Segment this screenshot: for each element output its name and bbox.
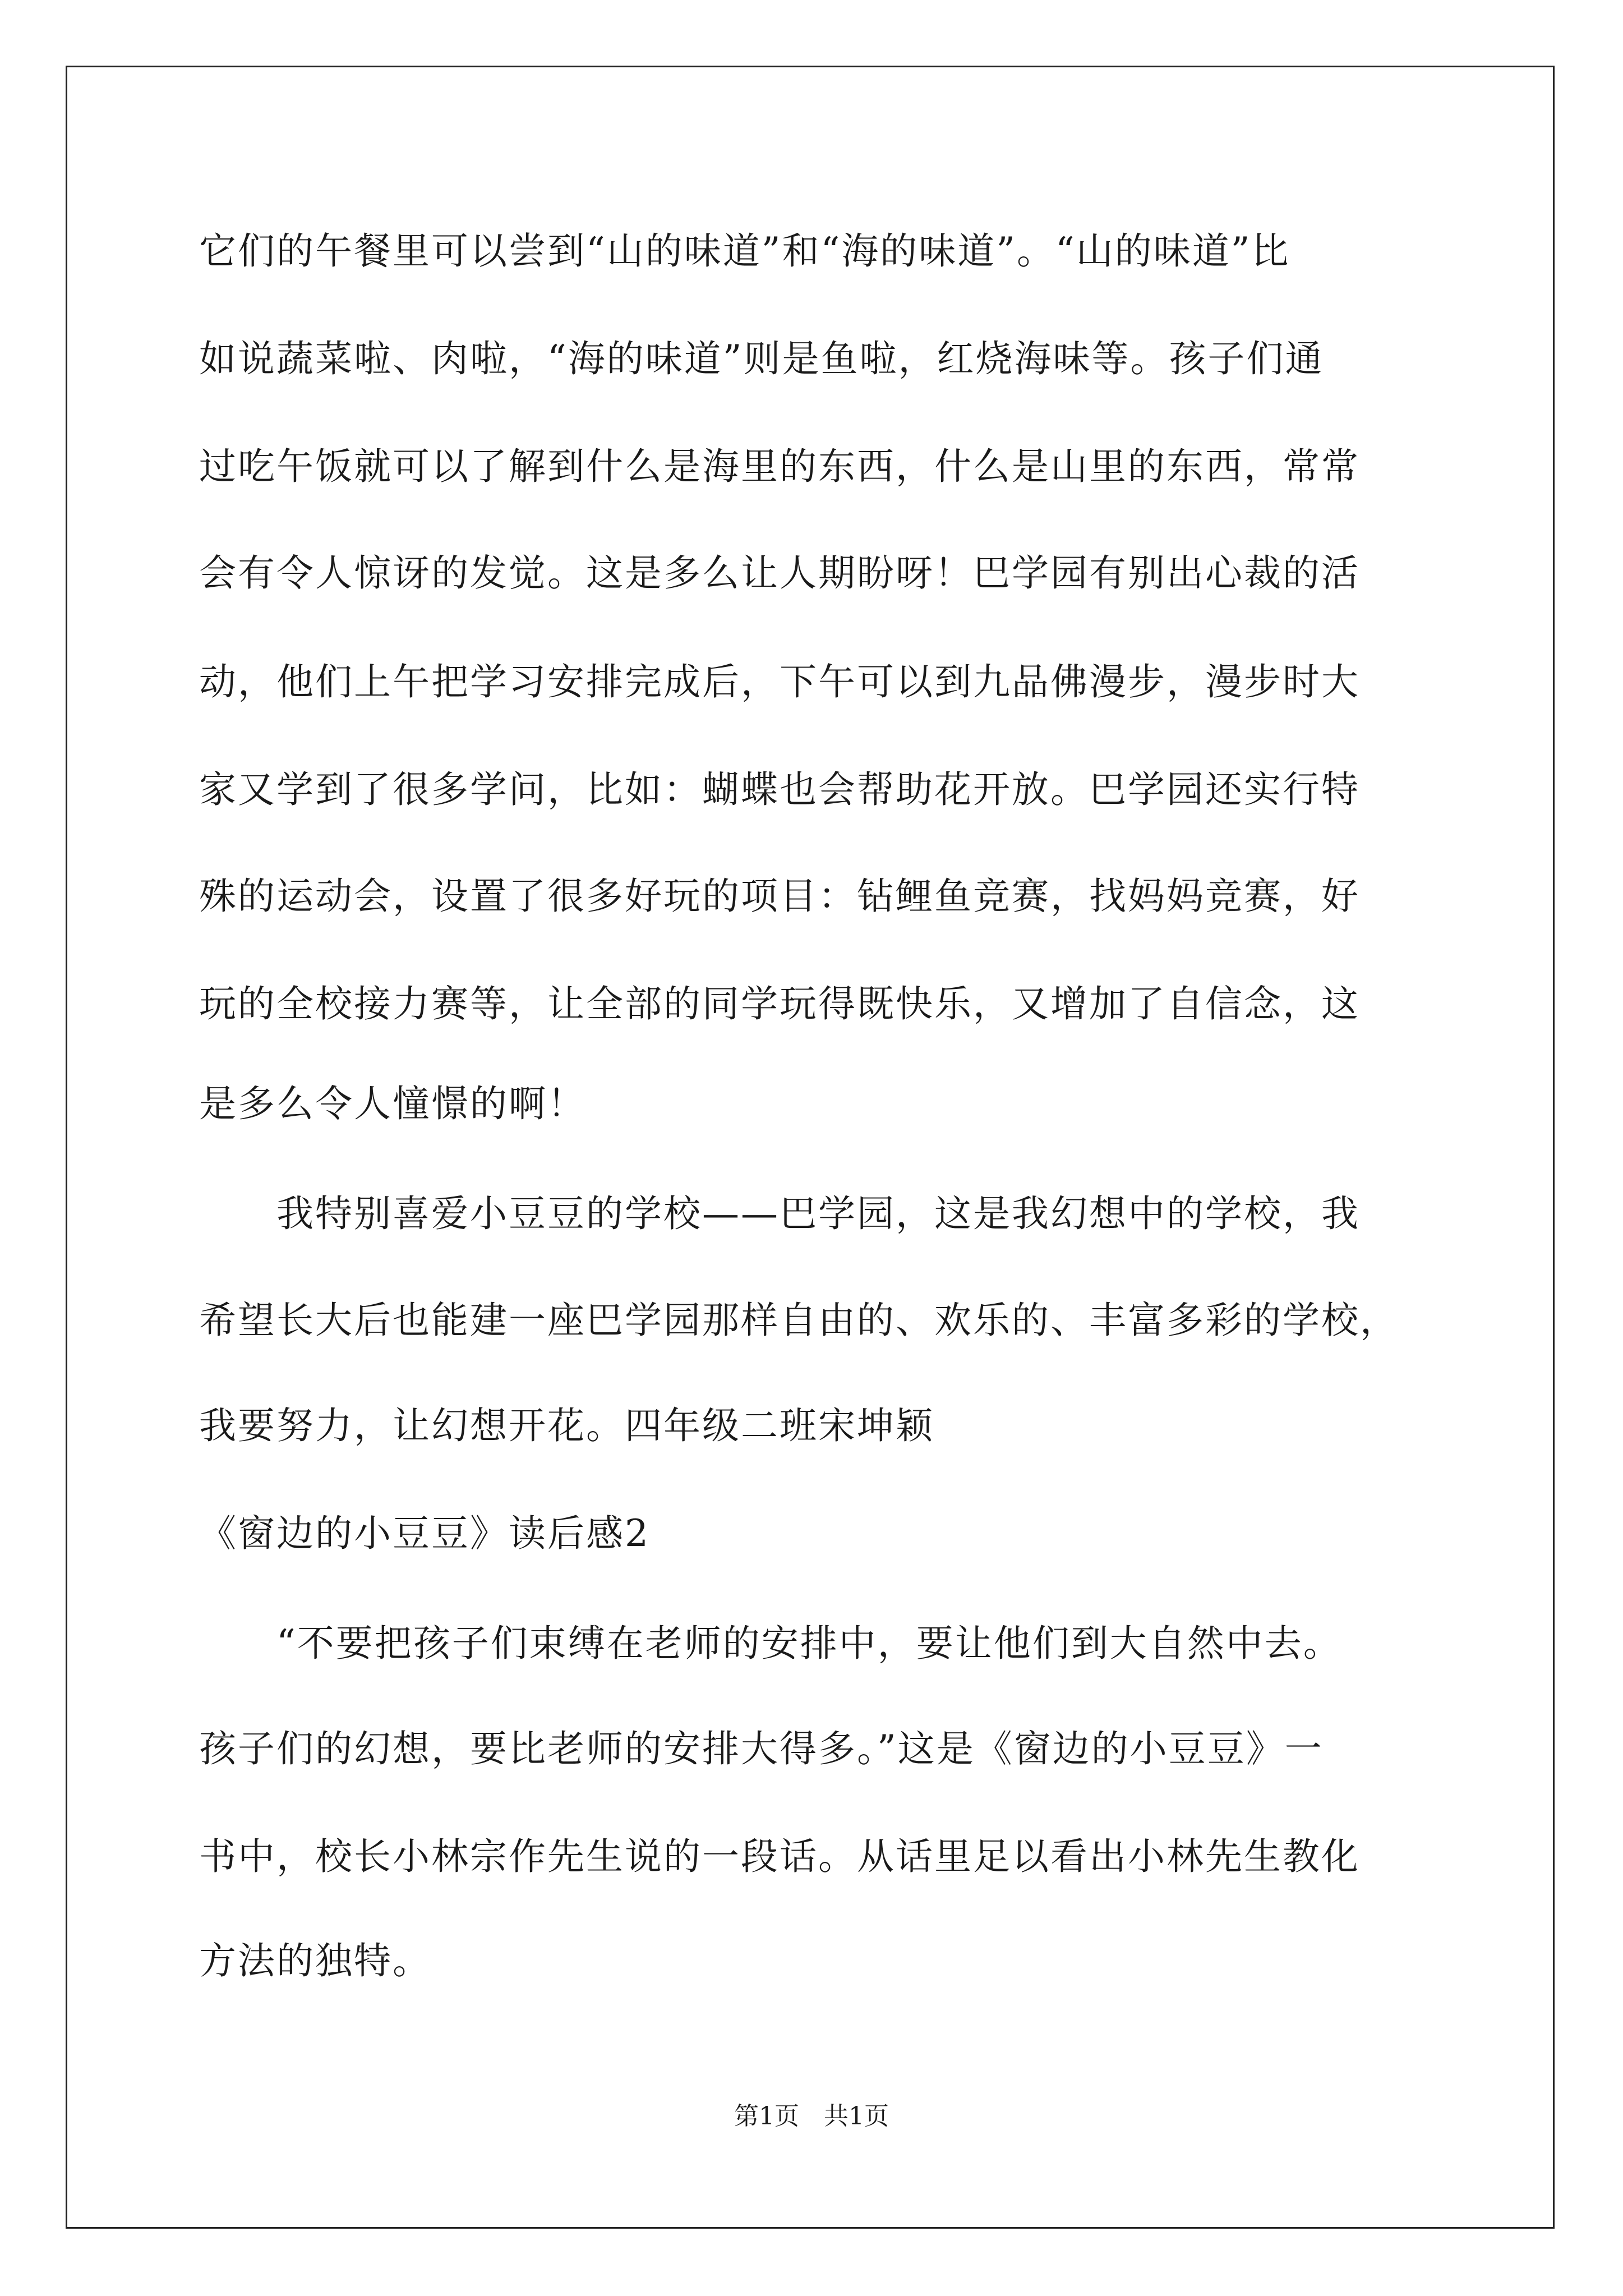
body-text-line: 如说蔬菜啦、肉啦，“海的味道”则是鱼啦，红烧海味等。孩子们通: [199, 337, 1324, 380]
body-text-line: 方法的独特。: [199, 1939, 431, 1982]
body-text-line: 是多么令人憧憬的啊！: [199, 1082, 586, 1125]
body-text-line: 动，他们上午把学习安排完成后，下午可以到九品佛漫步，漫步时大: [199, 660, 1360, 703]
body-text-line: 会有令人惊讶的发觉。这是多么让人期盼呀！巴学园有别出心裁的活: [199, 551, 1360, 595]
section-heading: 《窗边的小豆豆》读后感2: [199, 1512, 650, 1555]
body-text-line: 书中，校长小林宗作先生说的一段话。从话里足以看出小林先生教化: [199, 1835, 1360, 1878]
body-text-line: 希望长大后也能建一座巴学园那样自由的、欢乐的、丰富多彩的学校，: [199, 1299, 1399, 1342]
body-text-line: 玩的全校接力赛等，让全部的同学玩得既快乐，又增加了自信念，这: [199, 982, 1360, 1025]
body-text-line: 家又学到了很多学问，比如：蝴蝶也会帮助花开放。巴学园还实行特: [199, 768, 1360, 811]
page-border: [66, 66, 1555, 2229]
paragraph-start-line: “不要把孩子们束缚在老师的安排中，要让他们到大自然中去。: [199, 1622, 1342, 1665]
body-text-line: 孩子们的幻想，要比老师的安排大得多。”这是《窗边的小豆豆》一: [199, 1727, 1324, 1770]
body-text-line: 过吃午饭就可以了解到什么是海里的东西，什么是山里的东西，常常: [199, 445, 1360, 488]
body-text-line: 它们的午餐里可以尝到“山的味道”和“海的味道”。“山的味道”比: [199, 229, 1290, 273]
body-text-line: 我要努力，让幻想开花。四年级二班宋坤颖: [199, 1404, 934, 1447]
page-number-footer: 第1页 共1页: [734, 2102, 889, 2131]
paragraph-start-line: 我特别喜爱小豆豆的学校——巴学园，这是我幻想中的学校，我: [199, 1192, 1360, 1235]
body-text-line: 殊的运动会，设置了很多好玩的项目：钻鲤鱼竞赛，找妈妈竞赛，好: [199, 875, 1360, 918]
